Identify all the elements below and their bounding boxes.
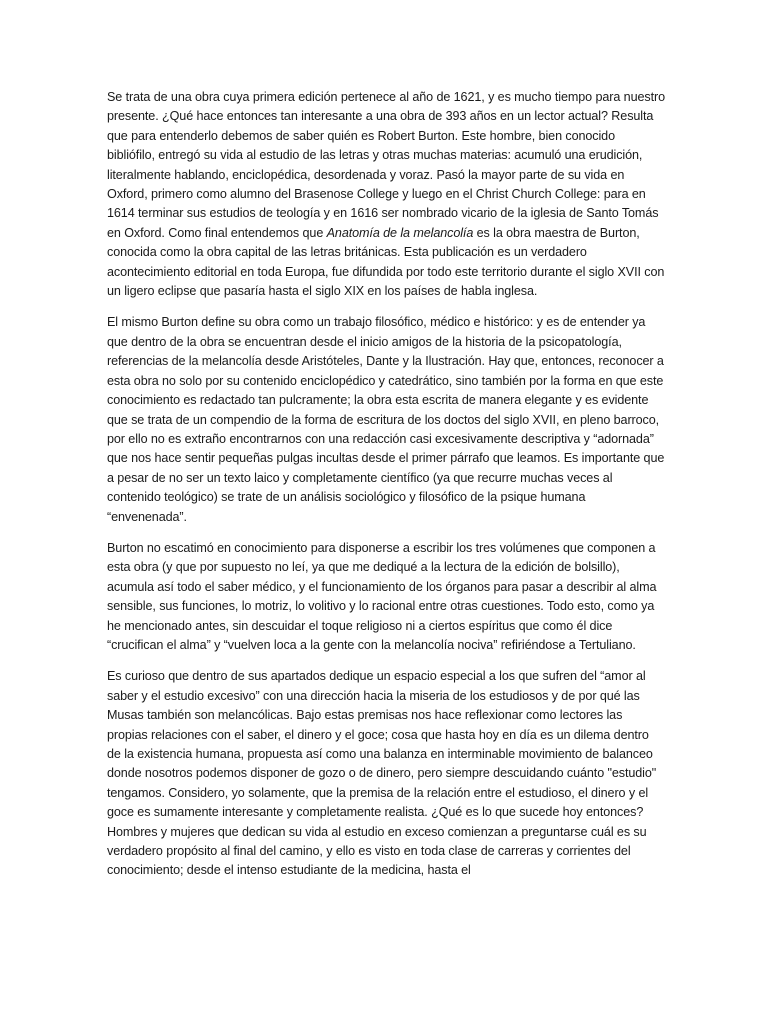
paragraph-2: El mismo Burton define su obra como un trabajo filosófico, médico e histórico: y es de entender ya que dentro de la obra se encuentran desde el inicio amigos de la historia de la psicopatología, referencias de la melancolía desde Aristóteles, Dante y la Ilustración. Hay que, entonces, reconocer a esta obra no solo por su contenido enciclopédico y catedrático, sino también por la forma en que este conocimiento es redactado tan pulcramente; la obra esta escrita de manera elegante y es evidente que se trata de un compendio de la forma de escritura de los doctos del siglo XVII, en pleno barroco, por ello no es extraño encontrarnos con una redacción casi excesivamente descriptiva y “adornada” que nos hace sentir pequeñas pulgas incultas desde el primer párrafo que leamos. Es importante que a pesar de no ser un texto laico y completamente científico (ya que recurre muchas veces al contenido teológico) se trate de un análisis sociológico y filosófico de la psique humana “envenenada”.: [107, 315, 665, 524]
paragraph-1-text-start: Se trata de una obra cuya primera edición pertenece al año de 1621, y es mucho tiempo para nuestro presente. ¿Qué hace entonces tan interesante a una obra de 393 años en un lector actual? Resulta que para entenderlo debemos de saber quién es Robert Burton. Este hombre, bien conocido bibliófilo, entregó su vida al estudio de las letras y otras muchas materias: acumuló una erudición, literalmente hablando, enciclopédica, desordenada y voraz. Pasó la mayor parte de su vida en Oxford, primero como alumno del Brasenose College y luego en el Christ Church College: para en 1614 terminar sus estudios de teología y en 1616 ser nombrado vicario de la iglesia de Santo Tomás en Oxford. Como final entendemos que: [107, 90, 665, 240]
paragraph-4: Es curioso que dentro de sus apartados dedique un espacio especial a los que sufren del “amor al saber y el estudio excesivo” con una dirección hacia la miseria de los estudiosos y de por qué las Musas también son melancólicas. Bajo estas premisas nos hace reflexionar como lectores las propias relaciones con el saber, el dinero y el goce; cosa que hasta hoy en día es un dilema dentro de la existencia humana, propuesta así como una balanza en interminable movimiento de balanceo donde nosotros podemos disponer de gozo o de dinero, pero siempre descuidando cuánto "estudio" tengamos. Considero, yo solamente, que la premisa de la relación entre el estudioso, el dinero y el goce es sumamente interesante y completamente realista. ¿Qué es lo que sucede hoy entonces? Hombres y mujeres que dedican su vida al estudio en exceso comienzan a preguntarse cuál es su verdadero propósito al final del camino, y ello es visto en toda clase de carreras y corrientes del conocimiento; desde el intenso estudiante de la medicina, hasta el: [107, 669, 657, 878]
paragraph-1: [107, 88, 665, 301]
paragraph-1-text-end: es la obra maestra de Burton, conocida como la obra capital de las letras británicas. Esta publicación es un verdadero acontecimiento editorial en toda Europa, fue difundida por todo este territorio durante el siglo XVII con un ligero eclipse que pasaría hasta el siglo XIX en los países de habla inglesa.: [107, 225, 665, 299]
paragraph-3: Burton no escatimó en conocimiento para disponerse a escribir los tres volúmenes que componen a esta obra (y que por supuesto no leí, ya que me dediqué a la lectura de la edición de bolsillo), acumula así todo el saber médico, y el funcionamiento de los órganos para pasar a describir al alma sensible, sus funciones, lo motriz, lo volitivo y lo racional entre otras cuestiones. Todo esto, como ya he mencionado antes, sin descuidar el toque religioso ni a ciertos espíritus que como él dice “crucifican el alma” y “vuelven loca a la gente con la melancolía nociva” refiriéndose a Tertuliano.: [107, 540, 657, 652]
book-title-italic: Anatomía de la melancolía: [326, 225, 474, 240]
document-page: [107, 88, 665, 893]
